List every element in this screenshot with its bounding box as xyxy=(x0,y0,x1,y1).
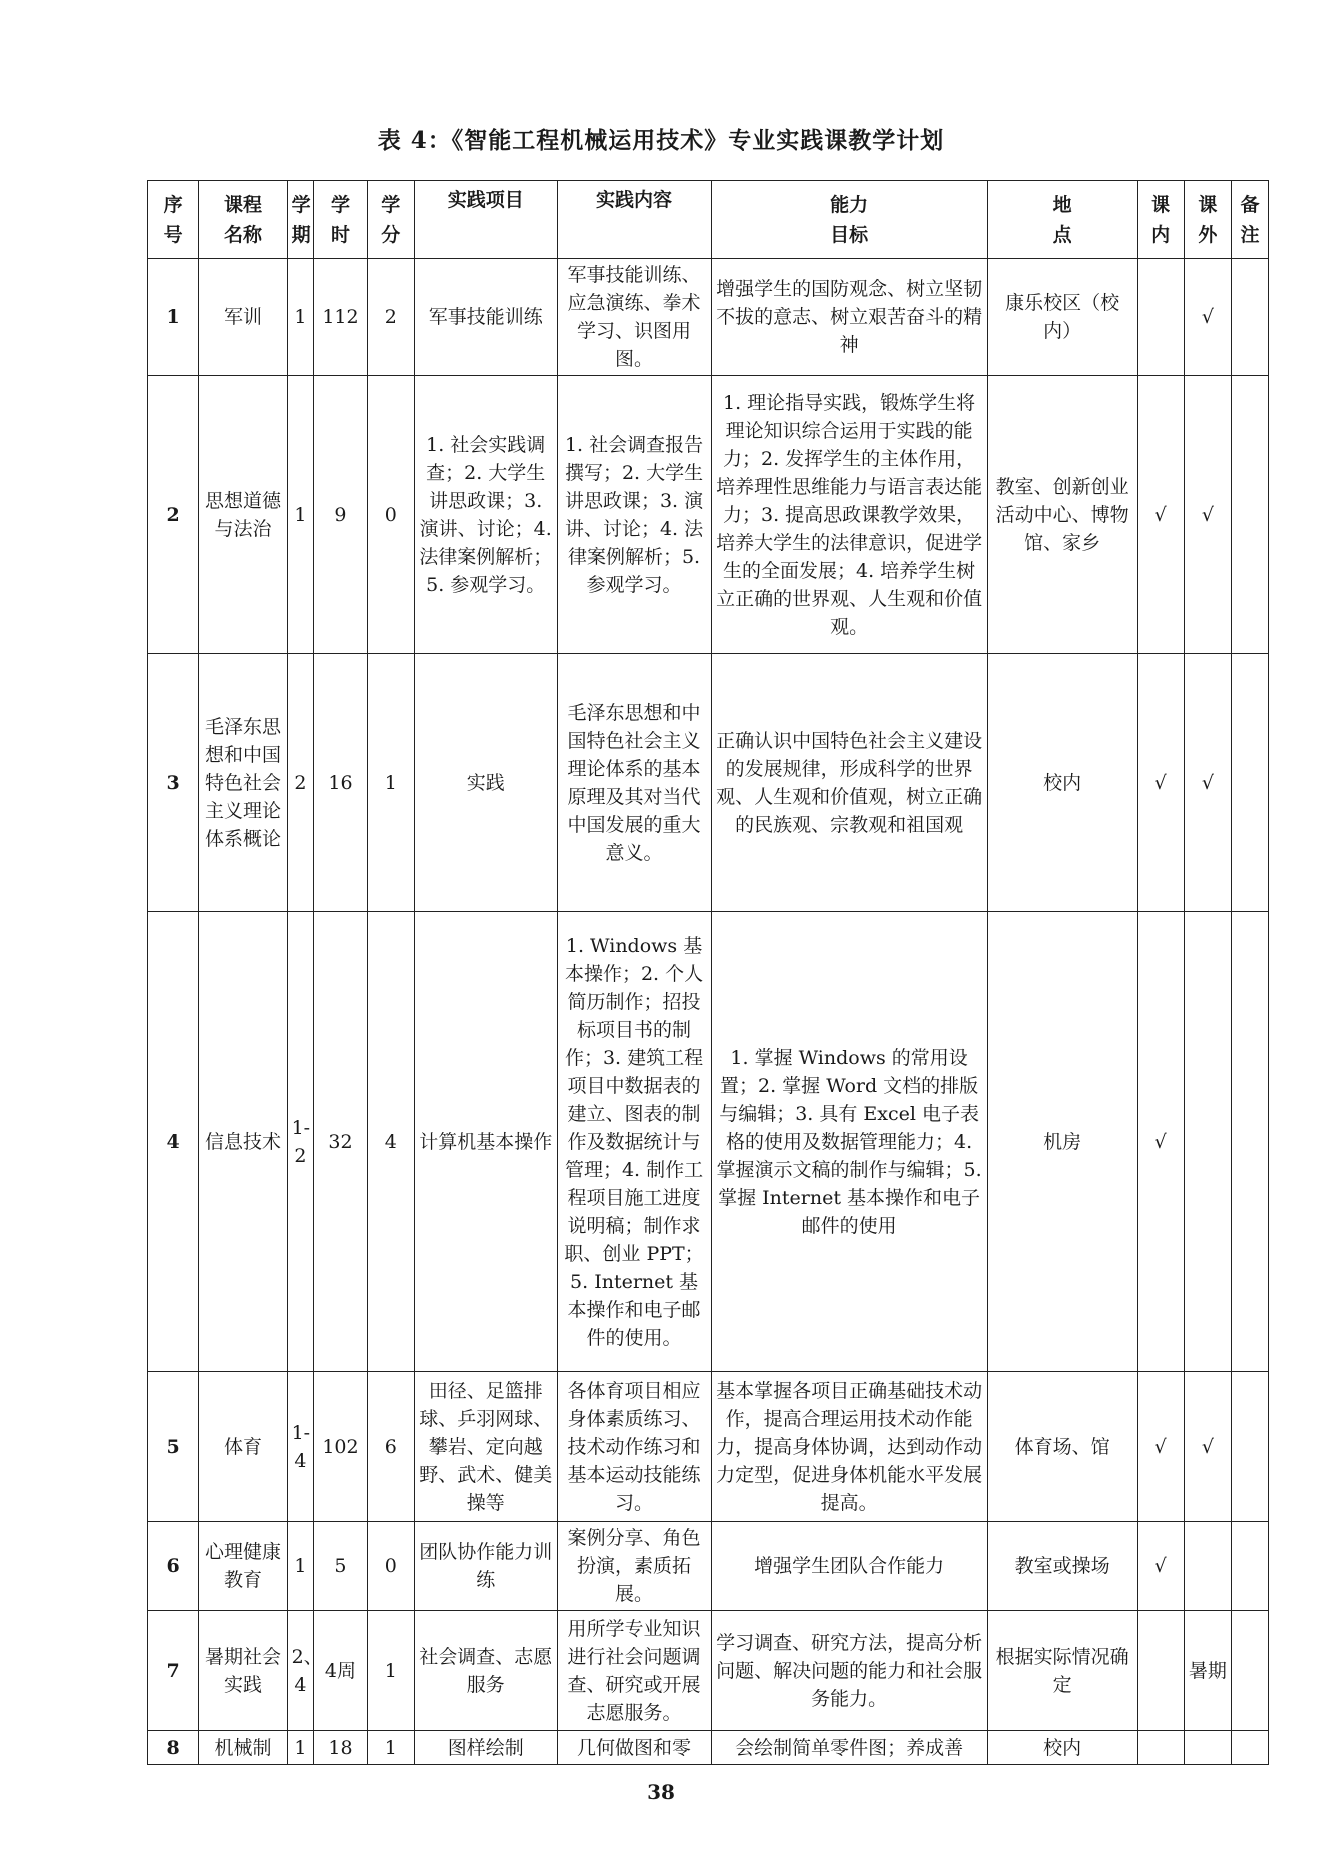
row-course: 暑期社会实践 xyxy=(199,1611,287,1731)
table-row xyxy=(148,259,1269,376)
row-remark xyxy=(1231,259,1268,376)
row-remark xyxy=(1231,654,1268,912)
row-in-class: √ xyxy=(1137,912,1184,1372)
row-course: 军训 xyxy=(199,259,287,376)
row-semester: 1 xyxy=(287,259,314,376)
row-credits: 0 xyxy=(367,1522,414,1611)
row-out-class: √ xyxy=(1184,259,1231,376)
table-header-row xyxy=(148,181,1269,259)
row-ability: 1. 理论指导实践，锻炼学生将理论知识综合运用于实践的能力；2. 发挥学生的主体作用，培养理性思维能力与语言表达能力；3. 提高思政课教学效果，培养大学生的法律意识，促进学生的全面发展；4. 培养学生树立正确的世界观、人生观和价值观。 xyxy=(711,376,987,654)
row-location: 校内 xyxy=(987,1731,1137,1765)
row-ability: 1. 掌握 Windows 的常用设置；2. 掌握 Word 文档的排版与编辑；3. 具有 Excel 电子表格的使用及数据管理能力；4. 掌握演示文稿的制作与编辑；5. 掌握 Internet 基本操作和电子邮件的使用 xyxy=(711,912,987,1372)
row-semester: 2 xyxy=(287,654,314,912)
row-hours: 16 xyxy=(314,654,367,912)
table-row xyxy=(148,654,1269,912)
header-seq: 序 号 xyxy=(148,181,199,259)
row-remark xyxy=(1231,1522,1268,1611)
row-credits: 1 xyxy=(367,654,414,912)
row-in-class xyxy=(1137,1611,1184,1731)
table-row xyxy=(148,376,1269,654)
row-content: 军事技能训练、应急演练、拳术学习、识图用图。 xyxy=(557,259,711,376)
row-seq: 2 xyxy=(148,376,199,654)
row-out-class: √ xyxy=(1184,654,1231,912)
row-out-class xyxy=(1184,1522,1231,1611)
row-ability: 会绘制简单零件图；养成善 xyxy=(711,1731,987,1765)
row-seq: 5 xyxy=(148,1372,199,1522)
row-remark xyxy=(1231,1372,1268,1522)
row-ability: 增强学生的国防观念、树立坚韧不拔的意志、树立艰苦奋斗的精神 xyxy=(711,259,987,376)
table-row xyxy=(148,1731,1269,1765)
row-course: 毛泽东思想和中国特色社会主义理论体系概论 xyxy=(199,654,287,912)
row-location: 校内 xyxy=(987,654,1137,912)
row-project: 计算机基本操作 xyxy=(414,912,557,1372)
row-hours: 32 xyxy=(314,912,367,1372)
row-content: 1. 社会调查报告撰写；2. 大学生讲思政课；3. 演讲、讨论；4. 法律案例解析；5. 参观学习。 xyxy=(557,376,711,654)
row-semester: 1 xyxy=(287,1522,314,1611)
row-semester: 1 xyxy=(287,1731,314,1765)
row-ability: 基本掌握各项目正确基础技术动作，提高合理运用技术动作能力，提高身体协调，达到动作动力定型，促进身体机能水平发展提高。 xyxy=(711,1372,987,1522)
row-hours: 112 xyxy=(314,259,367,376)
row-credits: 0 xyxy=(367,376,414,654)
header-project: 实践项目 xyxy=(414,181,557,259)
row-hours: 9 xyxy=(314,376,367,654)
header-location: 地 点 xyxy=(987,181,1137,259)
row-seq: 8 xyxy=(148,1731,199,1765)
table-row xyxy=(148,1372,1269,1522)
row-hours: 5 xyxy=(314,1522,367,1611)
row-content: 各体育项目相应身体素质练习、技术动作练习和基本运动技能练习。 xyxy=(557,1372,711,1522)
row-content: 1. Windows 基本操作；2. 个人简历制作；招投标项目书的制作；3. 建筑工程项目中数据表的建立、图表的制作及数据统计与管理；4. 制作工程项目施工进度说明稿；制作求职、创业 PPT；5. Internet 基本操作和电子邮件的使用。 xyxy=(557,912,711,1372)
row-location: 教室或操场 xyxy=(987,1522,1137,1611)
row-credits: 4 xyxy=(367,912,414,1372)
page-title: 表 4：《智能工程机械运用技术》专业实践课教学计划 xyxy=(377,127,945,154)
page-number: 38 xyxy=(647,1780,675,1804)
row-ability: 正确认识中国特色社会主义建设的发展规律，形成科学的世界观、人生观和价值观，树立正确的民族观、宗教观和祖国观 xyxy=(711,654,987,912)
table-row xyxy=(148,1611,1269,1731)
row-semester: 1 xyxy=(287,376,314,654)
header-remark: 备 注 xyxy=(1231,181,1268,259)
row-location: 体育场、馆 xyxy=(987,1372,1137,1522)
row-semester: 1-2 xyxy=(287,912,314,1372)
row-remark xyxy=(1231,376,1268,654)
practice-plan-table xyxy=(147,180,1269,1765)
row-out-class: 暑期 xyxy=(1184,1611,1231,1731)
row-remark xyxy=(1231,912,1268,1372)
row-seq: 1 xyxy=(148,259,199,376)
row-seq: 4 xyxy=(148,912,199,1372)
row-in-class xyxy=(1137,1731,1184,1765)
header-course: 课程 名称 xyxy=(199,181,287,259)
row-hours: 102 xyxy=(314,1372,367,1522)
row-course: 心理健康教育 xyxy=(199,1522,287,1611)
row-project: 1. 社会实践调查；2. 大学生讲思政课；3. 演讲、讨论；4. 法律案例解析；5. 参观学习。 xyxy=(414,376,557,654)
row-project: 社会调查、志愿服务 xyxy=(414,1611,557,1731)
header-hours: 学 时 xyxy=(314,181,367,259)
header-out-class: 课 外 xyxy=(1184,181,1231,259)
row-location: 康乐校区（校内） xyxy=(987,259,1137,376)
row-content: 用所学专业知识进行社会问题调查、研究或开展志愿服务。 xyxy=(557,1611,711,1731)
row-content: 案例分享、角色扮演，素质拓展。 xyxy=(557,1522,711,1611)
row-out-class: √ xyxy=(1184,376,1231,654)
row-seq: 6 xyxy=(148,1522,199,1611)
row-location: 教室、创新创业活动中心、博物馆、家乡 xyxy=(987,376,1137,654)
row-course: 思想道德与法治 xyxy=(199,376,287,654)
row-hours: 4周 xyxy=(314,1611,367,1731)
row-project: 军事技能训练 xyxy=(414,259,557,376)
row-course: 机械制 xyxy=(199,1731,287,1765)
row-location: 根据实际情况确定 xyxy=(987,1611,1137,1731)
table-row xyxy=(148,1522,1269,1611)
row-in-class: √ xyxy=(1137,376,1184,654)
row-remark xyxy=(1231,1731,1268,1765)
row-location: 机房 xyxy=(987,912,1137,1372)
row-credits: 6 xyxy=(367,1372,414,1522)
row-ability: 学习调查、研究方法，提高分析问题、解决问题的能力和社会服务能力。 xyxy=(711,1611,987,1731)
header-credits: 学 分 xyxy=(367,181,414,259)
table-row xyxy=(148,912,1269,1372)
row-course: 信息技术 xyxy=(199,912,287,1372)
header-in-class: 课 内 xyxy=(1137,181,1184,259)
row-content: 毛泽东思想和中国特色社会主义理论体系的基本原理及其对当代中国发展的重大意义。 xyxy=(557,654,711,912)
row-in-class: √ xyxy=(1137,1522,1184,1611)
row-out-class: √ xyxy=(1184,1372,1231,1522)
row-course: 体育 xyxy=(199,1372,287,1522)
row-project: 田径、足篮排球、乒羽网球、攀岩、定向越野、武术、健美操等 xyxy=(414,1372,557,1522)
header-content: 实践内容 xyxy=(557,181,711,259)
header-ability: 能力 目标 xyxy=(711,181,987,259)
row-in-class xyxy=(1137,259,1184,376)
row-semester: 2、4 xyxy=(287,1611,314,1731)
row-semester: 1-4 xyxy=(287,1372,314,1522)
row-credits: 1 xyxy=(367,1611,414,1731)
row-ability: 增强学生团队合作能力 xyxy=(711,1522,987,1611)
row-project: 图样绘制 xyxy=(414,1731,557,1765)
row-project: 团队协作能力训练 xyxy=(414,1522,557,1611)
row-out-class xyxy=(1184,912,1231,1372)
row-credits: 2 xyxy=(367,259,414,376)
row-seq: 3 xyxy=(148,654,199,912)
row-content: 几何做图和零 xyxy=(557,1731,711,1765)
row-in-class: √ xyxy=(1137,654,1184,912)
header-semester: 学 期 xyxy=(287,181,314,259)
row-project: 实践 xyxy=(414,654,557,912)
row-seq: 7 xyxy=(148,1611,199,1731)
row-hours: 18 xyxy=(314,1731,367,1765)
row-out-class xyxy=(1184,1731,1231,1765)
row-in-class: √ xyxy=(1137,1372,1184,1522)
row-remark xyxy=(1231,1611,1268,1731)
row-credits: 1 xyxy=(367,1731,414,1765)
